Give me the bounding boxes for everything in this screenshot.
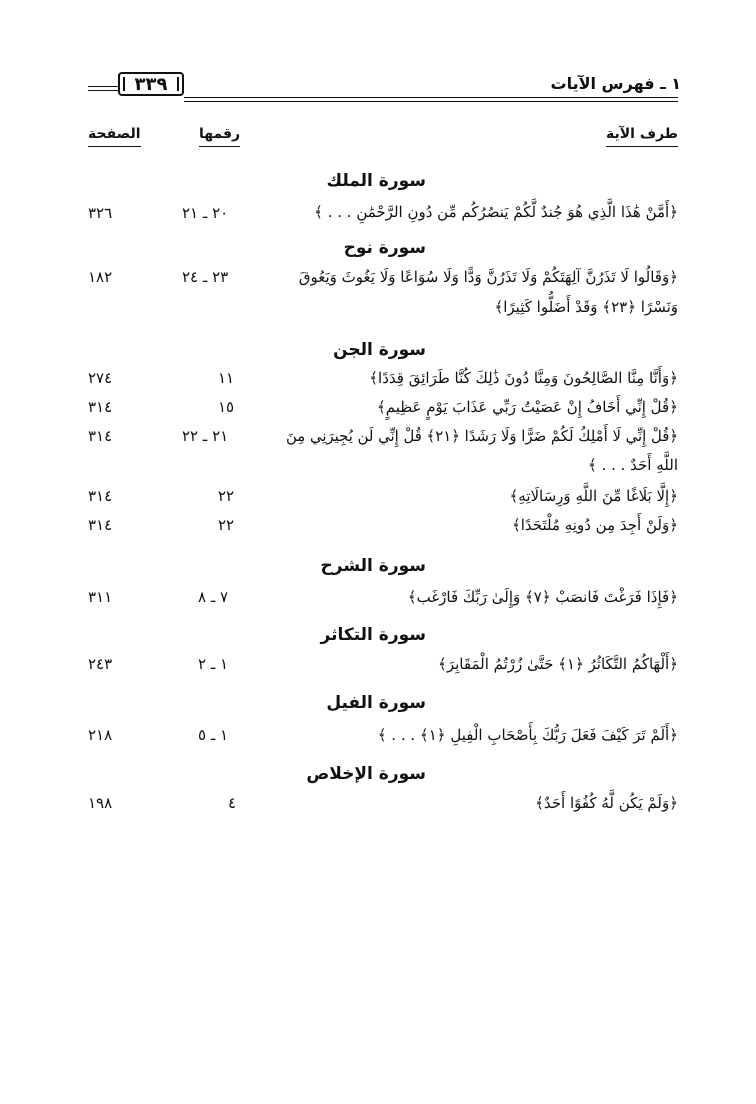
surah-heading: سورة الملك [326,171,426,191]
column-header-number: رقمها [199,126,240,147]
header-rule [184,97,678,98]
surah-heading: سورة الشرح [320,556,426,576]
verse-text: ﴿أَمَّنْ هَٰذَا الَّذِي هُوَ جُندٌ لَّكُمْ يَنصُرُكُم مِّن دُونِ الرَّحْمَٰنِ . . . ﴾ [314,203,678,221]
page-reference: ٢٧٤ [88,369,113,387]
verse-text-continued: اللَّهِ أَحَدٌ . . . ﴾ [588,456,678,474]
verse-text-continued: وَنَسْرًا ﴿٢٣﴾ وَقَدْ أَضَلُّوا كَثِيرًا﴾ [494,298,678,316]
page-reference: ٣١٤ [88,427,113,445]
surah-heading: سورة التكاثر [320,625,426,645]
header-rule-left-2 [88,90,118,91]
page-reference: ١٨٢ [88,268,113,286]
verse-number: ٤ [228,794,237,812]
verse-number: ١١ [218,369,235,387]
verse-number: ٢١ ـ ٢٢ [182,427,229,445]
page-reference: ٣١١ [88,588,113,606]
verse-number: ١ ـ ٢ [198,655,229,673]
verse-text: ﴿وَأَنَّا مِنَّا الصَّالِحُونَ وَمِنَّا دُونَ ذَٰلِكَ كُنَّا طَرَائِقَ قِدَدًا﴾ [369,369,678,387]
verse-number: ٢٣ ـ ٢٤ [182,268,229,286]
verse-number: ٢٢ [218,487,235,505]
verse-text: ﴿وَقَالُوا لَا تَذَرُنَّ آلِهَتَكُمْ وَلَا تَذَرُنَّ وَدًّا وَلَا سُوَاعًا وَلَا يَغُوثَ وَيَعُوقَ [298,268,678,286]
page-title: ١ ـ فهرس الآيات [550,74,681,93]
verse-text: ﴿أَلَمْ تَرَ كَيْفَ فَعَلَ رَبُّكَ بِأَصْحَابِ الْفِيلِ ﴿١﴾ . . . ﴾ [377,726,678,744]
verse-text: ﴿قُلْ إِنِّي أَخَافُ إِنْ عَصَيْتُ رَبِّي عَذَابَ يَوْمٍ عَظِيمٍ﴾ [376,398,678,416]
verse-text: ﴿قُلْ إِنِّي لَا أَمْلِكُ لَكُمْ ضَرًّا وَلَا رَشَدًا ﴿٢١﴾ قُلْ إِنِّي لَن يُجِيرَنِي مِنَ [285,427,678,445]
verse-number: ٢٠ ـ ٢١ [182,204,229,222]
page-reference: ٣٢٦ [88,204,113,222]
verse-text: ﴿أَلْهَاكُمُ التَّكَاثُرُ ﴿١﴾ حَتَّىٰ زُرْتُمُ الْمَقَابِرَ﴾ [438,655,678,673]
verse-number: ١٥ [218,398,235,416]
surah-heading: سورة الجن [333,340,426,360]
verse-number: ٧ ـ ٨ [198,588,229,606]
verse-text: ﴿إِلَّا بَلَاغًا مِّنَ اللَّهِ وَرِسَالَاتِهِ﴾ [509,487,678,505]
page-number-box [118,72,184,96]
page-reference: ٣١٤ [88,516,113,534]
verse-number: ١ ـ ٥ [198,726,229,744]
page-reference: ٢١٨ [88,726,113,744]
page-reference: ٣١٤ [88,487,113,505]
header-rule-left [88,86,118,87]
verse-text: ﴿وَلَمْ يَكُن لَّهُ كُفُوًا أَحَدٌ﴾ [535,794,678,812]
page-reference: ١٩٨ [88,794,113,812]
surah-heading: سورة الفيل [326,693,426,713]
header-rule-2 [184,101,678,102]
verse-number: ٢٢ [218,516,235,534]
surah-heading: سورة نوح [343,238,426,258]
page-number: ٣٣٩ [134,73,168,95]
surah-heading: سورة الإخلاص [306,764,426,784]
verse-text: ﴿وَلَنْ أَجِدَ مِن دُونِهِ مُلْتَحَدًا﴾ [511,516,678,534]
column-header-page: الصفحة [88,126,141,147]
page-reference: ٣١٤ [88,398,113,416]
page-reference: ٢٤٣ [88,655,113,673]
column-header-verse: طرف الآية [606,126,678,147]
verse-text: ﴿فَإِذَا فَرَغْتَ فَانصَبْ ﴿٧﴾ وَإِلَىٰ رَبِّكَ فَارْغَب﴾ [407,588,678,606]
